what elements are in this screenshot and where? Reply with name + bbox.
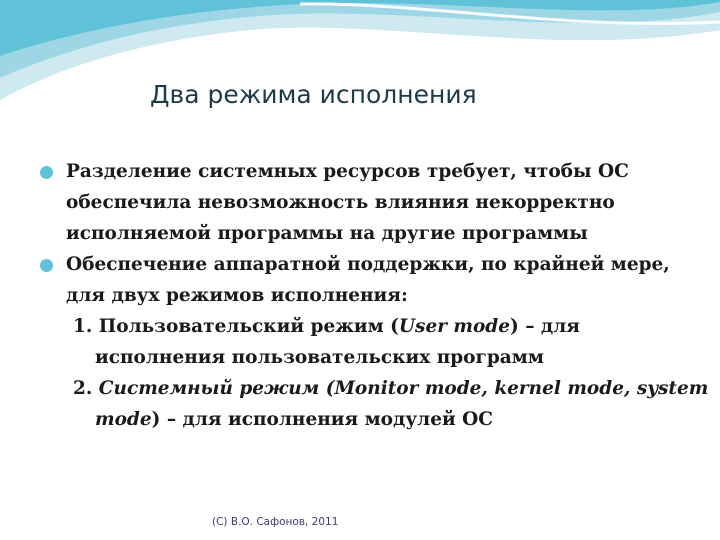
bullet-dot-icon — [40, 166, 53, 179]
item-tail: ) – для исполнения пользовательских программ — [95, 316, 580, 368]
slide-footer: (C) В.О. Сафонов, 2011 — [212, 516, 339, 528]
item-lead: Пользовательский режим ( — [92, 316, 399, 337]
item-italic: User mode — [398, 316, 511, 337]
bullet-text: Обеспечение аппаратной поддержки, по крайней мере, для двух режимов исполнения: — [66, 254, 670, 306]
item-tail: ) – для исполнения модулей ОС — [151, 409, 493, 430]
bullet-item — [40, 249, 712, 311]
numbered-item — [40, 311, 712, 373]
numbered-item — [40, 373, 712, 435]
slide-title: Два режима исполнения — [150, 80, 477, 109]
item-number: 2. — [73, 378, 93, 399]
item-number: 1. — [73, 316, 93, 337]
bullet-text: Разделение системных ресурсов требует, чтобы ОС обеспечила невозможность влияния некорректно исполняемой программы на другие программы — [66, 161, 629, 244]
bullet-dot-icon — [40, 259, 53, 272]
bullet-item — [40, 156, 712, 249]
item-italic: Системный режим (Monitor mode, kernel mode, system mode — [95, 378, 709, 430]
slide-body — [40, 156, 712, 435]
